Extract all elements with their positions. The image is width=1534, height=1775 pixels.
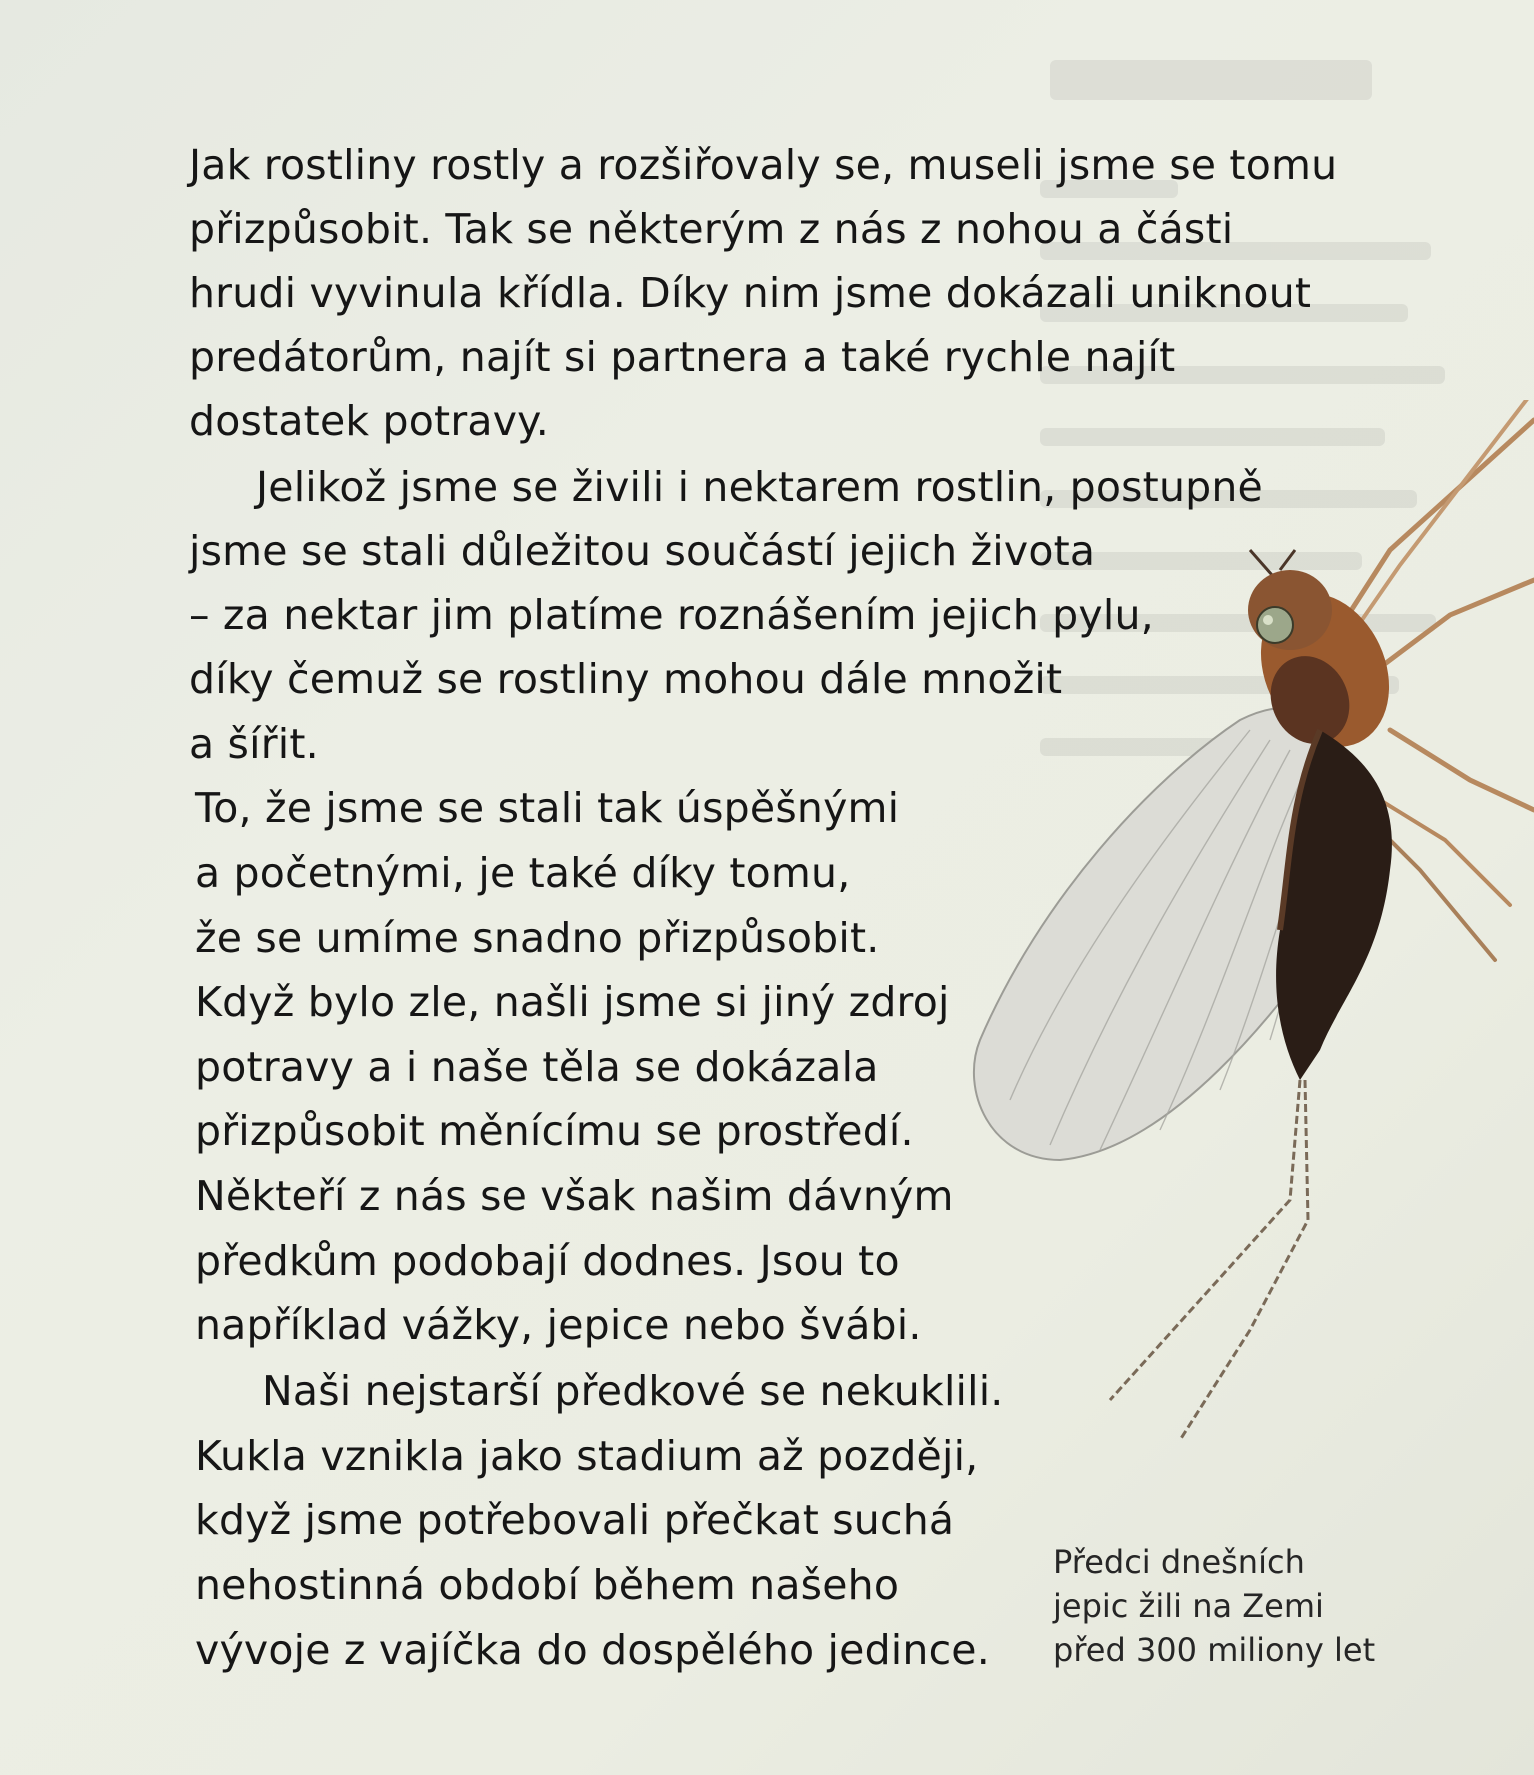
insect-head (1248, 570, 1332, 650)
illustration-caption (1053, 1540, 1413, 1672)
caption-line: jepic žili na Zemi (1053, 1587, 1324, 1625)
body-text-line: potravy a i naše těla se dokázala (195, 1043, 879, 1091)
body-text-line: předkům podobají dodnes. Jsou to (195, 1237, 900, 1285)
body-text-line: jsme se stali důležitou součástí jejich života (189, 527, 1096, 575)
body-text-line: Když bylo zle, našli jsme si jiný zdroj (195, 978, 950, 1026)
body-text-line: například vážky, jepice nebo švábi. (195, 1301, 922, 1349)
body-text-line: a šířit. (189, 720, 319, 768)
body-text-line: Jelikož jsme se živili i nektarem rostlin, postupně (256, 463, 1263, 511)
insect-eye (1257, 607, 1293, 643)
body-text-line: Naši nejstarší předkové se nekuklili. (262, 1367, 1004, 1415)
insect-front-leg (1355, 400, 1534, 630)
body-text-line: Někteří z nás se však našim dávným (195, 1172, 954, 1220)
body-text-line: že se umíme snadno přizpůsobit. (195, 914, 880, 962)
insect-leg (1370, 580, 1534, 675)
body-text-line: dostatek potravy. (189, 397, 550, 445)
insect-tail (1180, 1080, 1308, 1440)
body-text-line: – za nektar jim platíme roznášením jejich pylu, (189, 591, 1154, 639)
caption-line: Předci dnešních (1053, 1543, 1305, 1581)
insect-leg (1380, 830, 1495, 960)
body-text-line: nehostinná období během našeho (195, 1561, 900, 1609)
caption-line: před 300 miliony let (1053, 1631, 1376, 1669)
body-text-line: přizpůsobit. Tak se některým z nás z nohou a části (189, 205, 1234, 253)
body-text-line: Kukla vznikla jako stadium až později, (195, 1432, 979, 1480)
body-text-line: přizpůsobit měnícímu se prostředí. (195, 1107, 914, 1155)
insect-leg (1380, 800, 1510, 905)
body-text-line: To, že jsme se stali tak úspěšnými (195, 784, 900, 832)
mayfly-illustration (950, 400, 1534, 1500)
body-text-line: vývoje z vajíčka do dospělého jedince. (195, 1626, 990, 1674)
body-text-line: když jsme potřebovali přečkat suchá (195, 1496, 955, 1544)
body-text-line: a početnými, je také díky tomu, (195, 849, 851, 897)
body-text-line: hrudi vyvinula křídla. Díky nim jsme dokázali uniknout (189, 269, 1312, 317)
insect-leg (1390, 730, 1534, 810)
body-text-line: Jak rostliny rostly a rozšiřovaly se, museli jsme se tomu (189, 141, 1338, 189)
body-text-line: predátorům, najít si partnera a také rychle najít (189, 333, 1176, 381)
body-text-line: díky čemuž se rostliny mohou dále množit (189, 655, 1063, 703)
